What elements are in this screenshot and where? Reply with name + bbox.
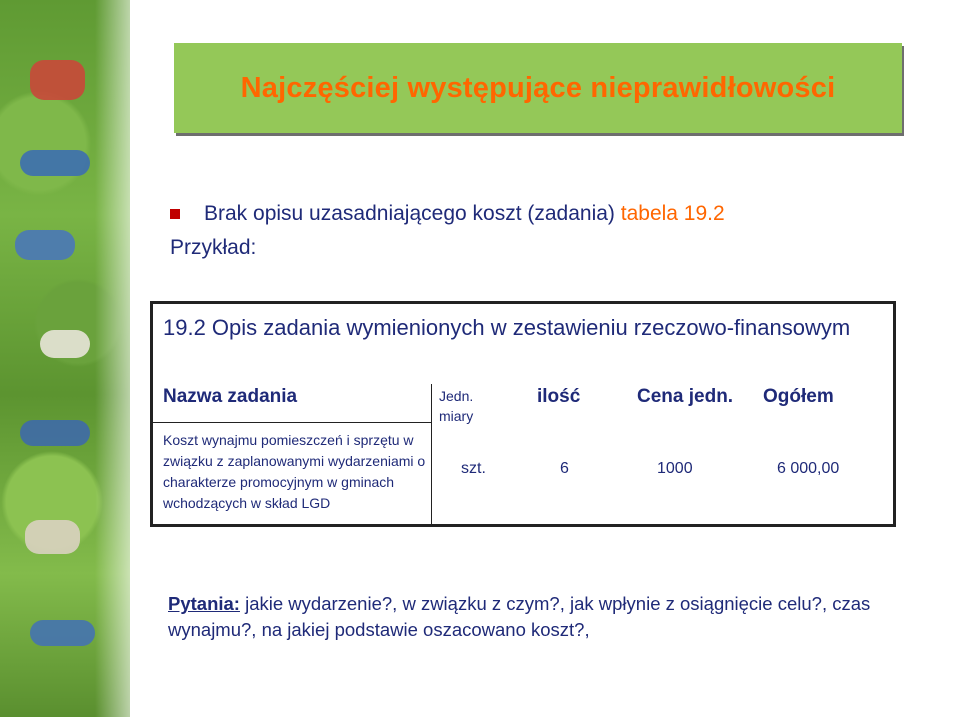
square-bullet-icon [170, 209, 180, 219]
header-total: Ogółem [763, 386, 834, 407]
title-banner [174, 43, 902, 133]
photo-figure [20, 150, 90, 176]
column-divider [431, 384, 432, 527]
cell-unit: szt. [461, 460, 486, 477]
example-table [150, 301, 896, 527]
row-divider [153, 422, 431, 423]
cell-quantity: 6 [560, 460, 569, 477]
cell-task-name: Koszt wynajmu pomieszczeń i sprzętu w związku z zaplanowanymi wydarzeniami o charakterze promocyjnym w gminach wchodzących w skład LGD [163, 432, 426, 511]
bullet-reference: tabela 19.2 [620, 202, 725, 225]
slide-title: Najczęściej występujące nieprawidłowości [240, 71, 836, 104]
header-quantity: ilość [537, 386, 581, 407]
table-title: 19.2 Opis zadania wymienionych w zestawieniu rzeczowo-finansowym [163, 315, 851, 340]
photo-figure [30, 620, 95, 646]
questions-paragraph [168, 591, 888, 643]
example-label: Przykład: [170, 236, 257, 259]
photo-figure [15, 230, 75, 260]
header-task-name: Nazwa zadania [163, 386, 298, 407]
photo-figure [20, 420, 90, 446]
questions-label: Pytania: [168, 593, 240, 614]
photo-fade [95, 0, 155, 717]
bullet-point [170, 202, 725, 226]
cell-total: 6 000,00 [777, 460, 840, 477]
header-unit-price: Cena jedn. [637, 386, 734, 407]
photo-figure [30, 60, 85, 100]
questions-text: jakie wydarzenie?, w związku z czym?, jak wpłynie z osiągnięcie celu?, czas wynajmu?, na jakiej podstawie oszacowano koszt?, [168, 593, 871, 640]
photo-figure [25, 520, 80, 554]
photo-figure [40, 330, 90, 358]
bullet-text: Brak opisu uzasadniającego koszt (zadania) [204, 202, 615, 225]
header-unit: Jedn. miary [439, 388, 474, 424]
cell-unit-price: 1000 [657, 460, 693, 477]
